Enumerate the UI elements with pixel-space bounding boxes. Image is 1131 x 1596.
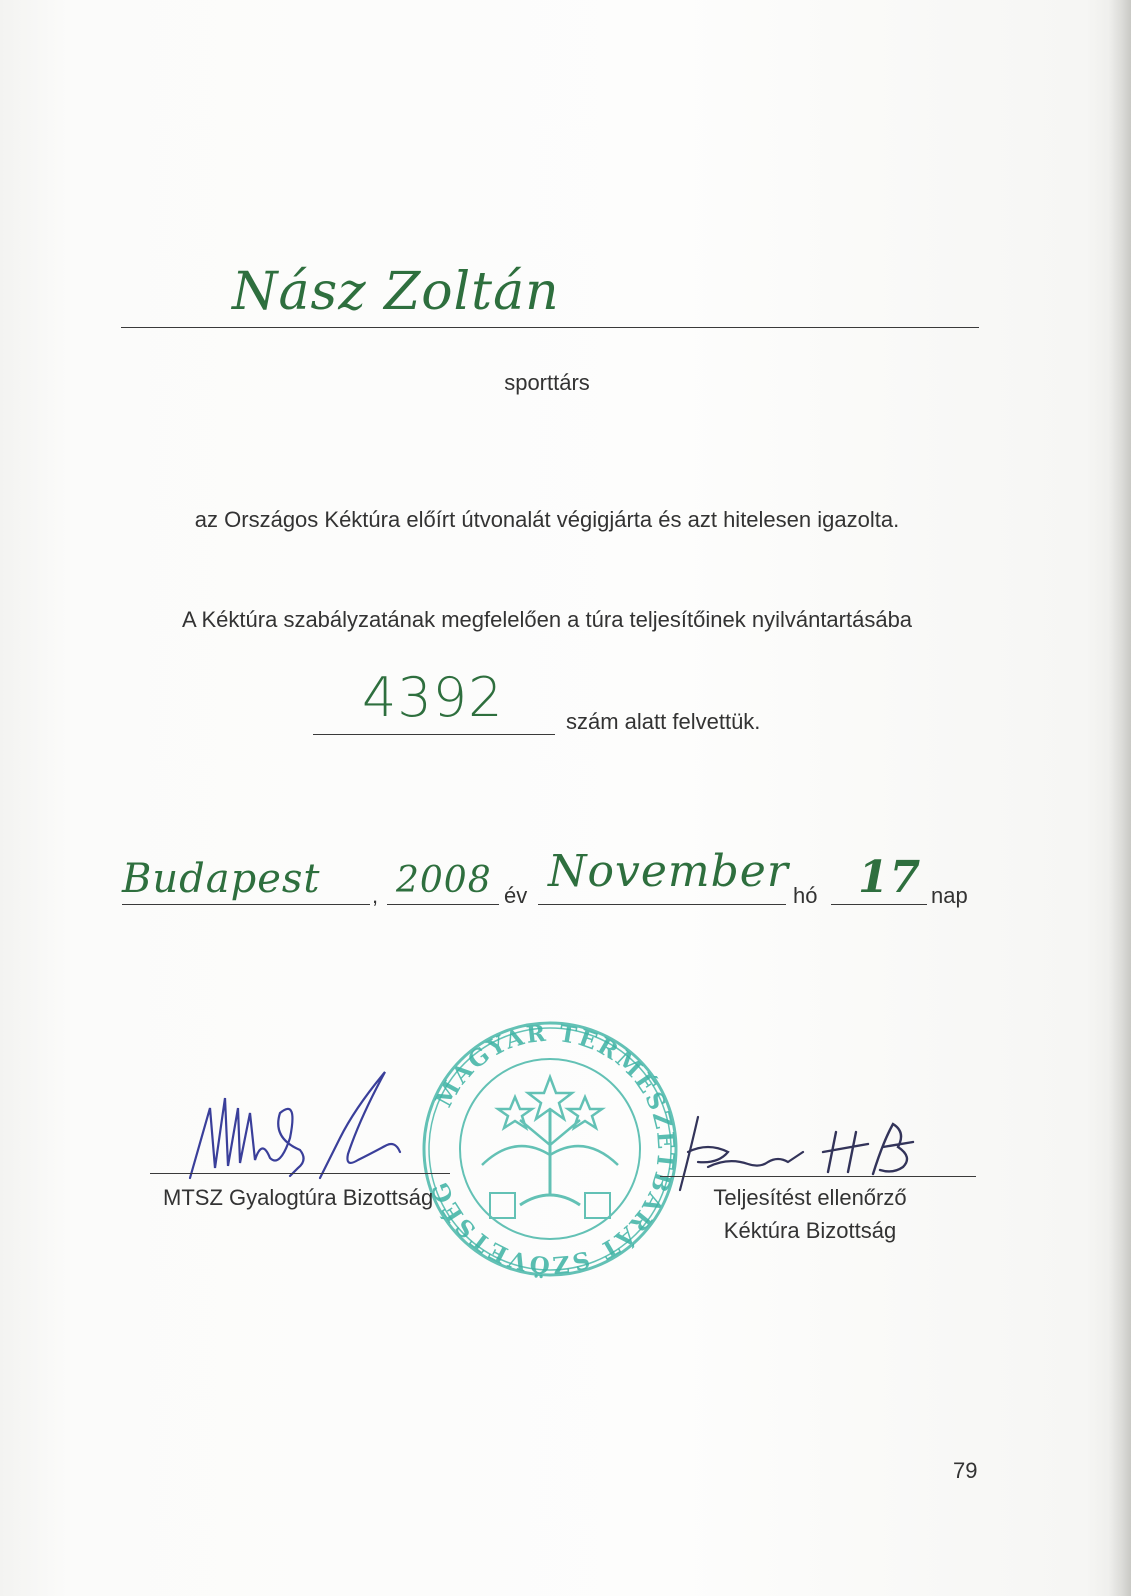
handwritten-year: 2008 bbox=[396, 860, 492, 901]
association-stamp bbox=[420, 1015, 680, 1283]
ho-label: hó bbox=[793, 883, 818, 908]
left-signature bbox=[180, 1068, 450, 1188]
name-underline bbox=[121, 327, 979, 328]
nap-label: nap bbox=[931, 883, 968, 908]
statement-text: az Országos Kéktúra előírt útvonalát végigjárta és azt hitelesen igazolta. bbox=[194, 507, 900, 532]
right-committee-label-line1: Teljesítést ellenőrző bbox=[713, 1185, 907, 1210]
registration-underline bbox=[313, 734, 555, 735]
page-number: 79 bbox=[953, 1458, 978, 1483]
left-committee-label: MTSZ Gyalogtúra Bizottság bbox=[163, 1185, 434, 1210]
month-underline bbox=[538, 904, 786, 905]
day-underline bbox=[831, 904, 927, 905]
handwritten-registration-number: 4392 bbox=[362, 666, 504, 729]
handwritten-name: Nász Zoltán bbox=[232, 262, 560, 322]
right-signature bbox=[668, 1112, 948, 1192]
handwritten-month: November bbox=[548, 846, 789, 897]
registered-suffix: szám alatt felvettük. bbox=[566, 709, 761, 734]
right-committee-label-line2: Kéktúra Bizottság bbox=[723, 1218, 897, 1243]
place-underline bbox=[122, 904, 370, 905]
comma-separator: , bbox=[372, 883, 379, 908]
page-edge-shadow bbox=[1109, 0, 1131, 1596]
sporttars-label: sporttárs bbox=[504, 370, 590, 395]
ev-label: év bbox=[504, 883, 528, 908]
year-underline bbox=[387, 904, 499, 905]
regulation-text: A Kéktúra szabályzatának megfelelően a túra teljesítőinek nyilvántartásába bbox=[181, 607, 913, 632]
handwritten-place: Budapest bbox=[122, 856, 321, 902]
right-signature-line bbox=[660, 1176, 976, 1177]
stamp-text: MAGYAR TERMÉSZETBARÁT SZÖVETSÉG bbox=[426, 1019, 680, 1279]
left-signature-line bbox=[150, 1173, 450, 1174]
handwritten-day: 17 bbox=[858, 852, 922, 903]
